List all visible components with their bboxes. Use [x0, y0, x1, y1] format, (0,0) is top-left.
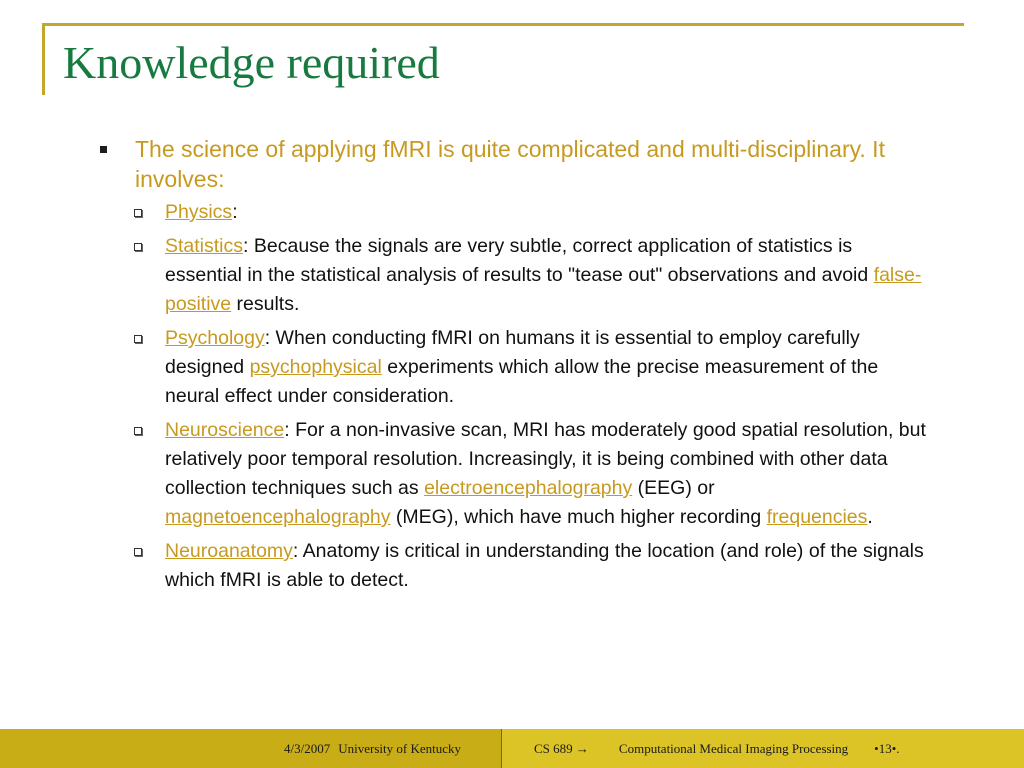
electroencephalography-link[interactable]: electroencephalography — [424, 477, 633, 499]
hollow-square-bullet-icon — [134, 548, 142, 556]
false-positive-link[interactable]: false-positive — [165, 264, 922, 315]
footer-institution: University of Kentucky — [338, 740, 461, 756]
hollow-square-bullet-icon — [134, 209, 142, 217]
list-item-psychology: Psychology: When conducting fMRI on humans it is essential to employ carefully designed psychophysical experiments which allow the precise measurement of the neural effect under consideration. — [134, 324, 928, 411]
footer-date: 4/3/2007 — [284, 740, 331, 756]
magnetoencephalography-link[interactable]: magnetoencephalography — [165, 506, 391, 528]
intro-bullet — [98, 134, 928, 194]
hollow-square-bullet-icon — [134, 427, 142, 435]
list-item-neuroscience: Neuroscience: For a non-invasive scan, MRI has moderately good spatial resolution, but relatively poor temporal resolution. Increasingly, it is being combined with other data collection techniques such as electroencephalography (EEG) or magnetoencephalography (MEG), which have much higher recording frequencies. — [134, 416, 928, 532]
statistics-link[interactable]: Statistics — [165, 235, 244, 257]
footer-left-panel — [0, 729, 502, 768]
psychology-link[interactable]: Psychology — [165, 327, 265, 349]
slide-title: Knowledge required — [63, 37, 440, 88]
neuroanatomy-link[interactable]: Neuroanatomy — [165, 540, 293, 562]
hollow-square-bullet-icon — [134, 335, 142, 343]
top-rule — [42, 23, 964, 26]
footer-right-panel — [502, 729, 1024, 768]
slide-footer — [0, 729, 1024, 768]
footer-course: CS 689 → — [534, 740, 589, 756]
hollow-square-bullet-icon — [134, 243, 142, 251]
footer-course-name: Computational Medical Imaging Processing — [618, 740, 849, 756]
frequencies-link[interactable]: frequencies — [766, 506, 868, 528]
left-rule — [42, 23, 45, 95]
sub-bullet-list — [98, 198, 928, 595]
slide-body — [98, 134, 928, 600]
footer-page-number: •13•. — [874, 740, 900, 756]
list-item-statistics: Statistics: Because the signals are very subtle, correct application of statistics is essential in the statistical analysis of results to "tease out" observations and avoid false-positive results. — [134, 232, 928, 319]
list-item-physics: Physics: — [134, 198, 928, 227]
psychophysical-link[interactable]: psychophysical — [249, 356, 382, 378]
physics-link[interactable]: Physics — [165, 201, 233, 223]
square-bullet-icon — [100, 146, 107, 153]
list-item-neuroanatomy: Neuroanatomy: Anatomy is critical in understanding the location (and role) of the signals which fMRI is able to detect. — [134, 537, 928, 595]
intro-text: The science of applying fMRI is quite complicated and multi-disciplinary. It involves: — [135, 136, 885, 192]
neuroscience-link[interactable]: Neuroscience — [165, 419, 285, 441]
